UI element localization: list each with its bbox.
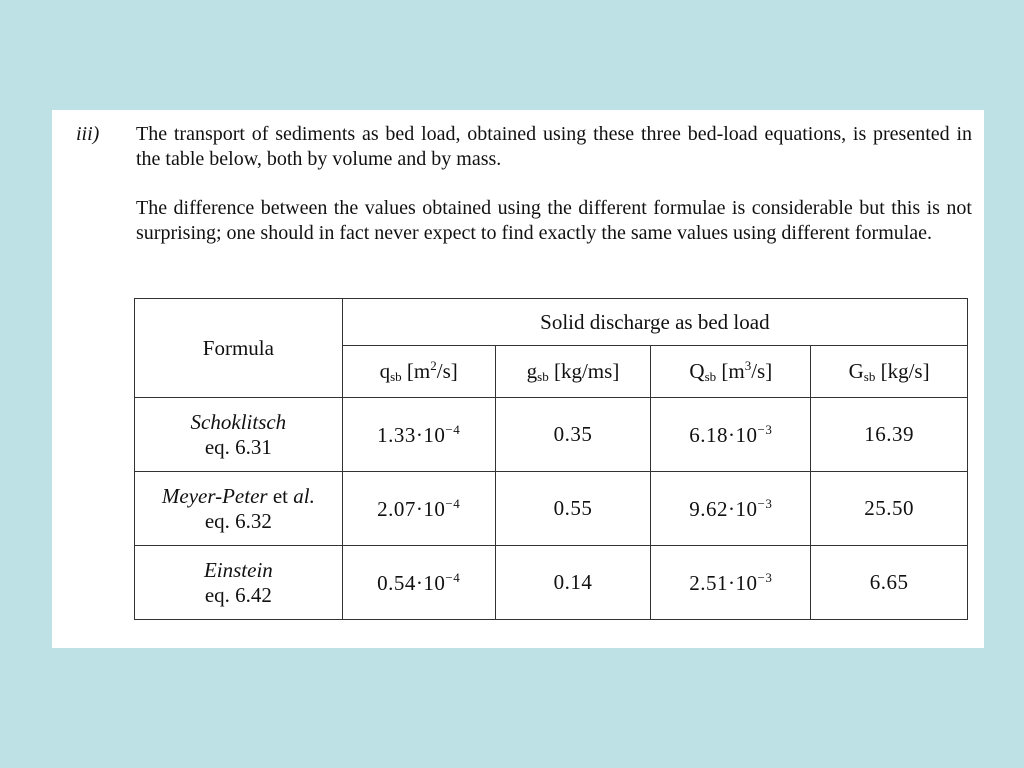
table-row	[135, 472, 968, 546]
document-page	[52, 110, 984, 648]
formula-cell: Schoklitsch eq. 6.31	[135, 398, 343, 472]
paragraph-2: The difference between the values obtained using the different formulae is considerable but this is not surprising; one should in fact never expect to find exactly the same values using different formulae.	[136, 197, 972, 244]
Q-sb-cell: $2.51\cdot 10^{-3}$	[651, 546, 811, 620]
g-sb-cell: 0.35	[495, 398, 651, 472]
section-label: iii)	[76, 123, 100, 145]
Q-sb-cell: $6.18\cdot 10^{-3}$	[651, 398, 811, 472]
G-sb-cell: 25.50	[811, 472, 968, 546]
table-row	[135, 546, 968, 620]
column-header-G-sb: $G_{sb}$ [kg/s]	[811, 346, 968, 398]
G-sb-cell: 16.39	[811, 398, 968, 472]
Q-sb-cell: $9.62\cdot 10^{-3}$	[651, 472, 811, 546]
G-sb-cell: 6.65	[811, 546, 968, 620]
column-header-Q-sb: $Q_{sb}$ $[m^3/s]$	[651, 346, 811, 398]
q-sb-cell: $0.54\cdot 10^{-4}$	[342, 546, 495, 620]
g-sb-cell: 0.55	[495, 472, 651, 546]
table-row	[135, 398, 968, 472]
q-sb-cell: $1.33\cdot 10^{-4}$	[342, 398, 495, 472]
formula-cell: Einstein eq. 6.42	[135, 546, 343, 620]
paragraph-block-2	[76, 196, 972, 246]
paragraph-block-1	[76, 122, 972, 172]
formula-header: Formula	[135, 299, 343, 398]
formula-cell: Meyer-Peter et al. eq. 6.32	[135, 472, 343, 546]
solid-discharge-header: Solid discharge as bed load	[342, 299, 967, 346]
paragraph-1: The transport of sediments as bed load, obtained using these three bed-load equations, is presented in the table below, both by volume and by mass.	[136, 123, 972, 170]
column-header-g-sb: $g_{sb}$ [kg/ms]	[495, 346, 651, 398]
bed-load-results-table	[134, 298, 968, 620]
q-sb-cell: $2.07\cdot 10^{-4}$	[342, 472, 495, 546]
column-header-q-sb: $q_{sb}$ $[m^2/s]$	[342, 346, 495, 398]
g-sb-cell: 0.14	[495, 546, 651, 620]
